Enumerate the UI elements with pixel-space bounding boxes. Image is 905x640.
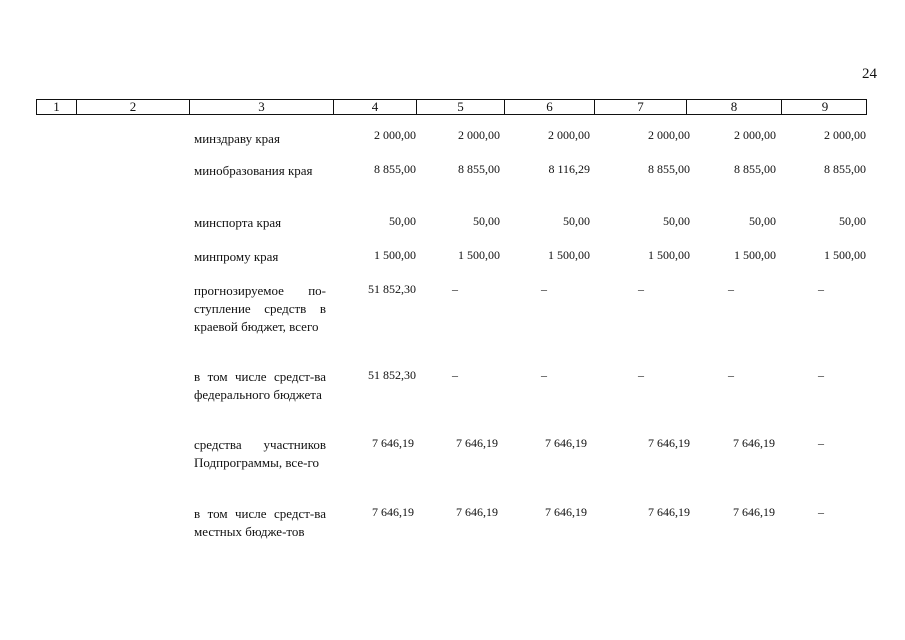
row-value-col7: 7 646,19: [648, 505, 690, 519]
row-value-col4: 51 852,30: [368, 282, 416, 296]
row-value-col8: 1 500,00: [734, 248, 776, 262]
row-value-col5: 8 855,00: [458, 162, 500, 176]
row-label: минпрому края: [194, 249, 279, 264]
row-label: минобразования края: [194, 163, 313, 178]
row-value-col9: 50,00: [839, 214, 866, 228]
row-value-col5: –: [452, 368, 458, 382]
row-value-col4: 2 000,00: [374, 128, 416, 142]
row-label: минспорта края: [194, 215, 282, 230]
header-cell-3: 3: [190, 100, 334, 114]
row-value-col7: 7 646,19: [648, 436, 690, 450]
row-value-col8: 7 646,19: [733, 505, 775, 519]
header-cell-5: 5: [417, 100, 505, 114]
row-label: минздраву края: [194, 131, 280, 146]
row-value-col5: 1 500,00: [458, 248, 500, 262]
row-value-col4: 7 646,19: [372, 436, 414, 450]
row-value-col7: 2 000,00: [648, 128, 690, 142]
row-value-col6: 1 500,00: [548, 248, 590, 262]
row-value-col9: 2 000,00: [824, 128, 866, 142]
row-value-col8: 7 646,19: [733, 436, 775, 450]
row-value-col4: 1 500,00: [374, 248, 416, 262]
row-value-col8: 8 855,00: [734, 162, 776, 176]
row-label: в том числе средст-ва местных бюдже-тов: [194, 506, 326, 539]
header-cell-2: 2: [77, 100, 190, 114]
row-value-col8: 50,00: [749, 214, 776, 228]
row-value-col6: 7 646,19: [545, 436, 587, 450]
row-value-col5: –: [452, 282, 458, 296]
row-value-col9: –: [818, 282, 824, 296]
row-label: в том числе средст-ва федерального бюджета: [194, 369, 326, 402]
row-value-col9: 8 855,00: [824, 162, 866, 176]
row-value-col6: –: [541, 368, 547, 382]
row-value-col6: 50,00: [563, 214, 590, 228]
row-value-col8: –: [728, 282, 734, 296]
header-cell-4: 4: [334, 100, 417, 114]
row-label: средства участников Подпрограммы, все-го: [194, 437, 326, 470]
row-value-col6: 7 646,19: [545, 505, 587, 519]
row-value-col9: –: [818, 368, 824, 382]
row-value-col8: –: [728, 368, 734, 382]
row-value-col5: 50,00: [473, 214, 500, 228]
row-value-col9: –: [818, 436, 824, 450]
row-value-col7: 50,00: [663, 214, 690, 228]
row-label: прогнозируемое по-ступление средств в краевой бюджет, всего: [194, 283, 326, 334]
row-value-col7: 1 500,00: [648, 248, 690, 262]
row-value-col7: –: [638, 282, 644, 296]
header-cell-8: 8: [687, 100, 782, 114]
row-value-col7: 8 855,00: [648, 162, 690, 176]
header-cell-9: 9: [821, 99, 829, 114]
row-value-col9: 1 500,00: [824, 248, 866, 262]
row-value-col6: 8 116,29: [548, 162, 590, 176]
row-value-col5: 2 000,00: [458, 128, 500, 142]
row-value-col4: 51 852,30: [368, 368, 416, 382]
row-value-col4: 7 646,19: [372, 505, 414, 519]
row-value-col4: 50,00: [389, 214, 416, 228]
row-value-col5: 7 646,19: [456, 436, 498, 450]
row-value-col7: –: [638, 368, 644, 382]
row-value-col8: 2 000,00: [734, 128, 776, 142]
header-cell-1: 1: [37, 100, 77, 114]
row-value-col6: –: [541, 282, 547, 296]
page-number: 24: [862, 66, 877, 82]
row-value-col9: –: [818, 505, 824, 519]
row-value-col4: 8 855,00: [374, 162, 416, 176]
header-cell-7: 7: [595, 100, 687, 114]
header-cell-6: 6: [505, 100, 595, 114]
table-header-row: [36, 99, 867, 115]
row-value-col5: 7 646,19: [456, 505, 498, 519]
row-value-col6: 2 000,00: [548, 128, 590, 142]
